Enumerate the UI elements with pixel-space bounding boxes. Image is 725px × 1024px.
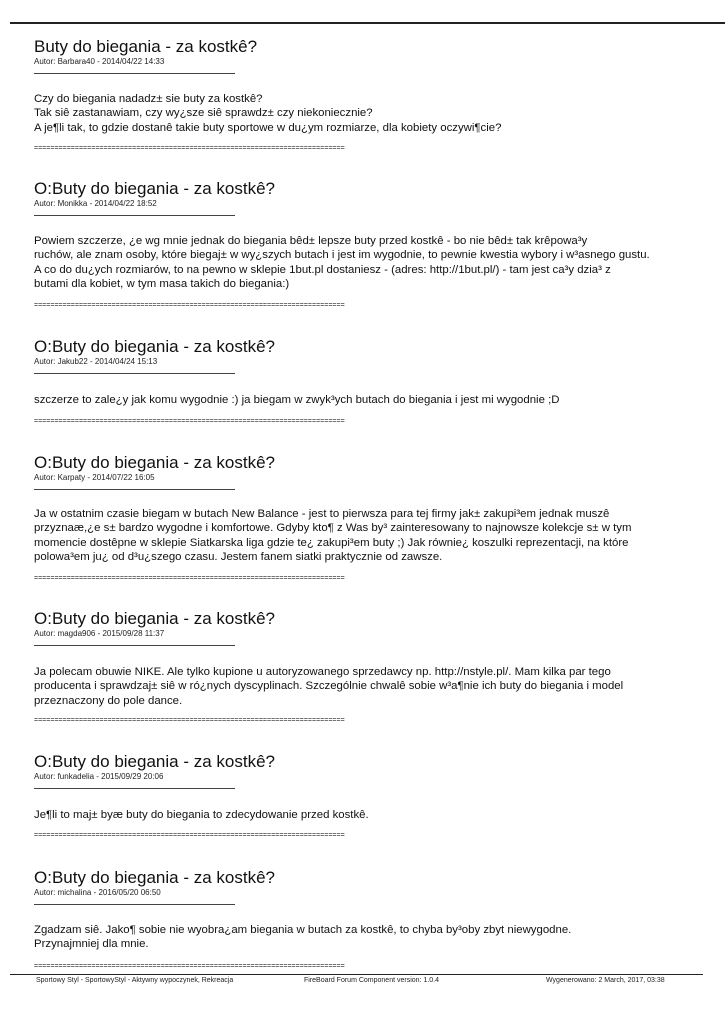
post-title: O:Buty do biegania - za kostkê?	[34, 337, 275, 356]
post-separator: ============================================================================	[34, 832, 345, 839]
forum-post	[34, 338, 704, 374]
post-body: Ja w ostatnim czasie biegam w butach New Balance - jest to pierwsza para tej firmy jak± zakupi³em jednak muszê przyznaæ,¿e s± bardzo wygodne i komfortowe. Gdyby kto¶ z Was by³ zainteresowany to najnowsze kolekcje s± w tym momencie dostêpne w sklepie Siatkarska liga gdzie te¿ zakupi³em buty ;) Jak równie¿ koszulki reprezentacji, na które polowa³em ju¿ od d³u¿szego czasu. Jestem fanem siatki praktycznie od zawsze.	[34, 508, 632, 563]
post-body: szczerze to zale¿y jak komu wygodnie :) ja biegam w zwyk³ych butach do biegania i jest mi wygodnie ;D	[34, 394, 560, 406]
post-separator: ============================================================================	[34, 717, 345, 724]
post-separator: ============================================================================	[34, 418, 345, 425]
post-separator: ============================================================================	[34, 302, 345, 309]
footer-site-name: Sportowy Styl - SportowyStyl - Aktywny wypoczynek, Rekreacja	[36, 977, 234, 984]
post-meta: Autor: funkadelia - 2015/09/29 20:06	[34, 772, 164, 781]
post-meta: Autor: Karpaty - 2014/07/22 16:05	[34, 473, 155, 482]
meta-rule	[34, 788, 235, 789]
post-title: O:Buty do biegania - za kostkê?	[34, 609, 275, 628]
meta-rule	[34, 904, 235, 905]
post-body: Ja polecam obuwie NIKE. Ale tylko kupione u autoryzowanego sprzedawcy np. http://nstyle.pl/. Mam kilka par tego producenta i sprawdzaj± siê w ró¿nych dyscyplinach. Szczególnie chwalê sobie w³a¶nie ich buty do biegania i model przeznaczony do pole dance.	[34, 666, 624, 707]
post-title: O:Buty do biegania - za kostkê?	[34, 453, 275, 472]
footer-rule	[10, 974, 703, 975]
meta-rule	[34, 215, 235, 216]
forum-post	[34, 610, 704, 646]
meta-rule	[34, 373, 235, 374]
post-body: Czy do biegania nadadz± sie buty za kostkê? Tak siê zastanawiam, czy wy¿sze siê sprawdz± czy niekoniecznie? A je¶li tak, to gdzie dostanê takie buty sportowe w du¿ym rozmiarze, dla kobiety oczywi¶cie?	[34, 93, 502, 134]
forum-post	[34, 454, 704, 490]
post-body: Zgadzam siê. Jako¶ sobie nie wyobra¿am biegania w butach za kostkê, to chyba by³oby zbyt niewygodne. Przynajmniej dla mnie.	[34, 924, 572, 951]
post-title: O:Buty do biegania - za kostkê?	[34, 868, 275, 887]
top-rule	[10, 22, 725, 24]
post-title: Buty do biegania - za kostkê?	[34, 37, 258, 56]
post-separator: ============================================================================	[34, 575, 345, 582]
post-body: Powiem szczerze, ¿e wg mnie jednak do biegania bêd± lepsze buty przed kostkê - bo nie bêd± tak krêpowa³y ruchów, ale znam osoby, które biegaj± w wy¿szych butach i jest im wygodnie, to pewnie kwestia wybory i w³asnego gustu. A co do du¿ych rozmiarów, to na pewno w sklepie 1but.pl dostaniesz - (adres: http://1but.pl/) - tam jest ca³y dzia³ z butami dla kobiet, w tym masa takich do biegania:)	[34, 235, 650, 290]
post-body: Je¶li to maj± byæ buty do biegania to zdecydowanie przed kostkê.	[34, 809, 369, 821]
footer-generated-date: Wygenerowano: 2 March, 2017, 03:38	[546, 977, 665, 984]
meta-rule	[34, 645, 235, 646]
post-meta: Autor: Jakub22 - 2014/04/24 15:13	[34, 357, 158, 366]
footer-component-version: FireBoard Forum Component version: 1.0.4	[304, 977, 440, 984]
meta-rule	[34, 73, 235, 74]
post-meta: Autor: Barbara40 - 2014/04/22 14:33	[34, 57, 165, 66]
meta-rule	[34, 489, 235, 490]
post-title: O:Buty do biegania - za kostkê?	[34, 179, 275, 198]
post-meta: Autor: magda906 - 2015/09/28 11:37	[34, 629, 165, 638]
post-meta: Autor: Monikka - 2014/04/22 18:52	[34, 199, 157, 208]
forum-post	[34, 38, 704, 74]
post-separator: ============================================================================	[34, 963, 345, 970]
forum-post	[34, 869, 704, 905]
post-separator: ============================================================================	[34, 145, 345, 152]
forum-post	[34, 180, 704, 216]
forum-post	[34, 753, 704, 789]
post-meta: Autor: michalina - 2016/05/20 06:50	[34, 888, 161, 897]
post-title: O:Buty do biegania - za kostkê?	[34, 752, 275, 771]
